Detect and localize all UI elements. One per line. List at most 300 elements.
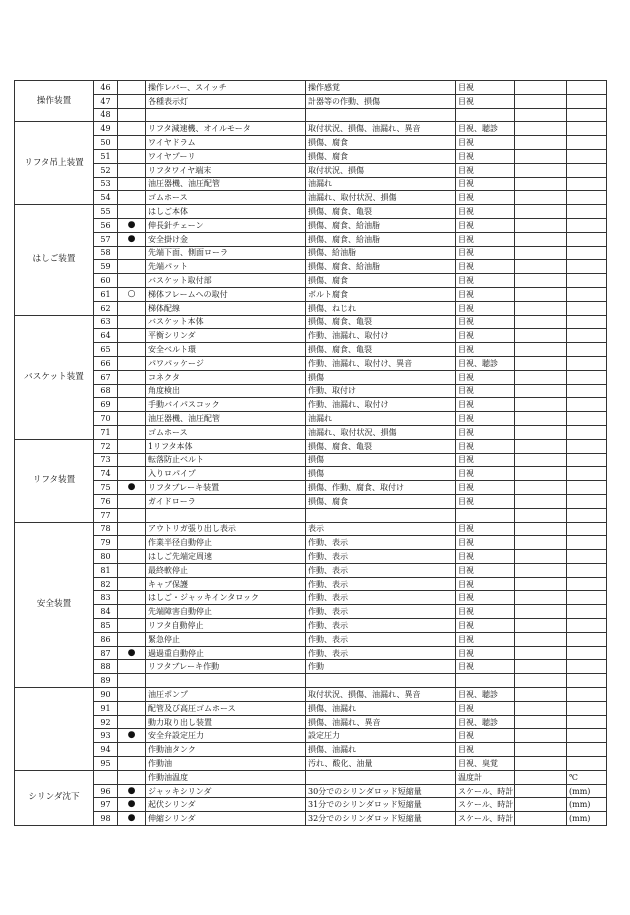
inspection-point-cell: 操作感覚 [306, 81, 456, 95]
mark-cell [118, 136, 146, 150]
table-row [15, 770, 607, 784]
table-row [15, 439, 607, 453]
mark-cell [118, 177, 146, 191]
unit-cell [567, 177, 607, 191]
inspection-point-cell: 損傷、作動、腐食、取付け [306, 481, 456, 495]
group-label-cell: シリンダ沈下 [15, 770, 94, 825]
mark-cell: ● [118, 646, 146, 660]
unit-cell: (mm) [567, 784, 607, 798]
inspection-item-cell: ゴムホース [146, 191, 306, 205]
inspection-table [14, 80, 607, 826]
result-cell [515, 798, 567, 812]
unit-cell [567, 605, 607, 619]
table-row [15, 467, 607, 481]
table-row [15, 453, 607, 467]
inspection-method-cell: 目視 [456, 315, 515, 329]
item-number-cell: 93 [94, 729, 118, 743]
result-cell [515, 232, 567, 246]
inspection-method-cell: 目視 [456, 301, 515, 315]
table-row [15, 370, 607, 384]
inspection-method-cell: 目視 [456, 619, 515, 633]
mark-cell [118, 619, 146, 633]
item-number-cell: 77 [94, 508, 118, 522]
table-row [15, 757, 607, 771]
inspection-point-cell: 表示 [306, 522, 456, 536]
table-row [15, 619, 607, 633]
inspection-point-cell: 損傷、腐食、亀裂 [306, 205, 456, 219]
inspection-method-cell: 目視 [456, 81, 515, 95]
item-number-cell: 66 [94, 356, 118, 370]
inspection-method-cell: 目視 [456, 577, 515, 591]
inspection-table-container [14, 80, 606, 826]
result-cell [515, 577, 567, 591]
unit-cell [567, 550, 607, 564]
item-number-cell: 52 [94, 163, 118, 177]
item-number-cell: 90 [94, 688, 118, 702]
inspection-item-cell: リフタ自動停止 [146, 619, 306, 633]
item-number-cell: 50 [94, 136, 118, 150]
unit-cell [567, 274, 607, 288]
unit-cell [567, 494, 607, 508]
item-number-cell: 97 [94, 798, 118, 812]
group-label-cell: バスケット装置 [15, 315, 94, 439]
item-number-cell: 89 [94, 674, 118, 688]
result-cell [515, 81, 567, 95]
table-row [15, 798, 607, 812]
inspection-item-cell [146, 674, 306, 688]
mark-cell [118, 508, 146, 522]
mark-cell [118, 439, 146, 453]
inspection-point-cell: 損傷、腐食、亀裂 [306, 315, 456, 329]
unit-cell [567, 646, 607, 660]
inspection-point-cell [306, 674, 456, 688]
inspection-method-cell: 目視 [456, 94, 515, 108]
mark-cell [118, 356, 146, 370]
inspection-point-cell: 損傷、ねじれ [306, 301, 456, 315]
unit-cell [567, 701, 607, 715]
inspection-item-cell: 転落防止ベルト [146, 453, 306, 467]
item-number-cell: 76 [94, 494, 118, 508]
unit-cell [567, 343, 607, 357]
item-number-cell [94, 770, 118, 784]
inspection-point-cell: 損傷 [306, 453, 456, 467]
table-row [15, 108, 607, 122]
unit-cell [567, 467, 607, 481]
mark-cell [118, 660, 146, 674]
table-row [15, 674, 607, 688]
inspection-method-cell: 目視 [456, 591, 515, 605]
mark-cell [118, 149, 146, 163]
item-number-cell: 95 [94, 757, 118, 771]
mark-cell: ○ [118, 287, 146, 301]
inspection-point-cell: 損傷、腐食、亀裂 [306, 343, 456, 357]
mark-cell [118, 494, 146, 508]
table-row [15, 784, 607, 798]
table-row [15, 743, 607, 757]
table-row [15, 246, 607, 260]
inspection-method-cell: 目視 [456, 274, 515, 288]
inspection-point-cell: 油漏れ、取付状況、損傷 [306, 191, 456, 205]
item-number-cell: 98 [94, 812, 118, 826]
mark-cell [118, 384, 146, 398]
item-number-cell: 86 [94, 632, 118, 646]
unit-cell [567, 674, 607, 688]
result-cell [515, 770, 567, 784]
mark-cell: ● [118, 812, 146, 826]
result-cell [515, 453, 567, 467]
inspection-item-cell: キャブ保護 [146, 577, 306, 591]
item-number-cell: 73 [94, 453, 118, 467]
result-cell [515, 522, 567, 536]
inspection-method-cell: 目視 [456, 494, 515, 508]
inspection-point-cell: 作動、表示 [306, 632, 456, 646]
inspection-method-cell: 目視 [456, 191, 515, 205]
result-cell [515, 508, 567, 522]
mark-cell [118, 701, 146, 715]
table-row [15, 425, 607, 439]
inspection-method-cell: 目視 [456, 701, 515, 715]
inspection-point-cell: 損傷、腐食、給油脂 [306, 232, 456, 246]
inspection-point-cell: 損傷、腐食、亀裂 [306, 439, 456, 453]
result-cell [515, 550, 567, 564]
table-row [15, 591, 607, 605]
inspection-method-cell: 目視 [456, 163, 515, 177]
inspection-point-cell: 油漏れ [306, 177, 456, 191]
inspection-point-cell: 損傷、油漏れ [306, 701, 456, 715]
unit-cell [567, 577, 607, 591]
unit-cell [567, 287, 607, 301]
table-row [15, 481, 607, 495]
unit-cell [567, 729, 607, 743]
table-row [15, 205, 607, 219]
mark-cell [118, 453, 146, 467]
table-row [15, 701, 607, 715]
table-row [15, 136, 607, 150]
item-number-cell: 68 [94, 384, 118, 398]
inspection-item-cell: 伸縮シリンダ [146, 812, 306, 826]
item-number-cell: 71 [94, 425, 118, 439]
result-cell [515, 757, 567, 771]
inspection-point-cell: 損傷、腐食 [306, 494, 456, 508]
table-row [15, 287, 607, 301]
mark-cell [118, 191, 146, 205]
inspection-method-cell: スケール、時計 [456, 784, 515, 798]
inspection-item-cell: リフタブレーキ作動 [146, 660, 306, 674]
inspection-item-cell: アウトリガ張り出し表示 [146, 522, 306, 536]
inspection-item-cell: リフタブレーキ装置 [146, 481, 306, 495]
result-cell [515, 536, 567, 550]
inspection-point-cell: 取付状況、損傷 [306, 163, 456, 177]
item-number-cell: 55 [94, 205, 118, 219]
result-cell [515, 743, 567, 757]
inspection-method-cell: 目視 [456, 205, 515, 219]
inspection-point-cell: 損傷、腐食 [306, 274, 456, 288]
table-row [15, 508, 607, 522]
unit-cell [567, 715, 607, 729]
inspection-item-cell: ワイヤドラム [146, 136, 306, 150]
unit-cell [567, 329, 607, 343]
inspection-point-cell: 31分でのシリンダロッド短縮量 [306, 798, 456, 812]
item-number-cell: 58 [94, 246, 118, 260]
inspection-method-cell: 目視、聴診 [456, 715, 515, 729]
inspection-point-cell: 損傷 [306, 370, 456, 384]
inspection-item-cell: 最終軟停止 [146, 563, 306, 577]
unit-cell [567, 205, 607, 219]
mark-cell [118, 329, 146, 343]
result-cell [515, 287, 567, 301]
table-row [15, 329, 607, 343]
mark-cell [118, 467, 146, 481]
unit-cell [567, 508, 607, 522]
inspection-method-cell: 目視 [456, 370, 515, 384]
inspection-method-cell: 目視 [456, 536, 515, 550]
inspection-method-cell [456, 674, 515, 688]
mark-cell [118, 674, 146, 688]
mark-cell [118, 412, 146, 426]
inspection-method-cell: 目視 [456, 743, 515, 757]
inspection-point-cell [306, 108, 456, 122]
table-row [15, 218, 607, 232]
result-cell [515, 619, 567, 633]
table-row [15, 81, 607, 95]
unit-cell [567, 149, 607, 163]
inspection-item-cell: 伸長針チェーン [146, 218, 306, 232]
table-row [15, 398, 607, 412]
inspection-method-cell: 目視 [456, 646, 515, 660]
inspection-point-cell: 損傷、油漏れ [306, 743, 456, 757]
result-cell [515, 315, 567, 329]
inspection-point-cell: 設定圧力 [306, 729, 456, 743]
item-number-cell: 49 [94, 122, 118, 136]
table-row [15, 163, 607, 177]
table-row [15, 550, 607, 564]
unit-cell [567, 301, 607, 315]
inspection-point-cell: 作動、表示 [306, 563, 456, 577]
result-cell [515, 646, 567, 660]
inspection-item-cell: 過過重自動停止 [146, 646, 306, 660]
unit-cell [567, 439, 607, 453]
mark-cell [118, 205, 146, 219]
inspection-point-cell: 損傷、腐食 [306, 136, 456, 150]
inspection-item-cell: 梯体配線 [146, 301, 306, 315]
mark-cell [118, 122, 146, 136]
inspection-point-cell: 30分でのシリンダロッド短縮量 [306, 784, 456, 798]
inspection-point-cell: 作動、油漏れ、取付け、異音 [306, 356, 456, 370]
result-cell [515, 688, 567, 702]
inspection-point-cell [306, 508, 456, 522]
inspection-item-cell: 先端パット [146, 260, 306, 274]
inspection-method-cell: 目視 [456, 343, 515, 357]
inspection-point-cell: 油漏れ [306, 412, 456, 426]
unit-cell [567, 743, 607, 757]
result-cell [515, 177, 567, 191]
inspection-item-cell: 油圧器機、油圧配管 [146, 412, 306, 426]
mark-cell [118, 108, 146, 122]
inspection-point-cell: 作動、表示 [306, 619, 456, 633]
inspection-method-cell: 目視 [456, 412, 515, 426]
inspection-item-cell: ワイヤプーリ [146, 149, 306, 163]
inspection-method-cell: 目視 [456, 149, 515, 163]
item-number-cell: 80 [94, 550, 118, 564]
inspection-point-cell: 損傷、給油脂 [306, 246, 456, 260]
inspection-item-cell [146, 508, 306, 522]
result-cell [515, 246, 567, 260]
unit-cell [567, 218, 607, 232]
mark-cell [118, 163, 146, 177]
inspection-item-cell: 作業半径自動停止 [146, 536, 306, 550]
result-cell [515, 439, 567, 453]
inspection-item-cell: 角度検出 [146, 384, 306, 398]
result-cell [515, 425, 567, 439]
inspection-method-cell: 目視 [456, 218, 515, 232]
table-row [15, 356, 607, 370]
table-row [15, 536, 607, 550]
inspection-method-cell: 目視 [456, 453, 515, 467]
mark-cell [118, 563, 146, 577]
inspection-item-cell: 作動油 [146, 757, 306, 771]
table-row [15, 122, 607, 136]
group-label-cell: リフタ装置 [15, 439, 94, 522]
inspection-point-cell: 作動、表示 [306, 577, 456, 591]
inspection-item-cell: 起伏シリンダ [146, 798, 306, 812]
table-row [15, 577, 607, 591]
item-number-cell: 47 [94, 94, 118, 108]
table-row [15, 384, 607, 398]
item-number-cell: 92 [94, 715, 118, 729]
unit-cell [567, 370, 607, 384]
item-number-cell: 59 [94, 260, 118, 274]
inspection-method-cell: 目視 [456, 632, 515, 646]
inspection-method-cell: 目視、聴診 [456, 688, 515, 702]
unit-cell [567, 136, 607, 150]
inspection-item-cell: 緊急停止 [146, 632, 306, 646]
item-number-cell: 91 [94, 701, 118, 715]
unit-cell [567, 412, 607, 426]
mark-cell: ● [118, 784, 146, 798]
item-number-cell: 53 [94, 177, 118, 191]
table-row [15, 715, 607, 729]
inspection-item-cell: はしご・ジャッキインタロック [146, 591, 306, 605]
inspection-item-cell: 作動油タンク [146, 743, 306, 757]
inspection-method-cell: 目視 [456, 232, 515, 246]
item-number-cell: 83 [94, 591, 118, 605]
inspection-item-cell: はしご本体 [146, 205, 306, 219]
inspection-point-cell [306, 770, 456, 784]
inspection-method-cell: 目視 [456, 481, 515, 495]
mark-cell [118, 301, 146, 315]
item-number-cell: 94 [94, 743, 118, 757]
unit-cell [567, 108, 607, 122]
result-cell [515, 370, 567, 384]
table-row [15, 260, 607, 274]
item-number-cell: 75 [94, 481, 118, 495]
result-cell [515, 398, 567, 412]
unit-cell [567, 191, 607, 205]
unit-cell: (mm) [567, 798, 607, 812]
inspection-method-cell: 目視、聴診 [456, 356, 515, 370]
item-number-cell: 60 [94, 274, 118, 288]
result-cell [515, 163, 567, 177]
inspection-item-cell: 安全掛け金 [146, 232, 306, 246]
mark-cell [118, 370, 146, 384]
table-row [15, 191, 607, 205]
mark-cell: ● [118, 218, 146, 232]
group-label-cell: 安全装置 [15, 522, 94, 688]
unit-cell [567, 232, 607, 246]
group-label-cell: リフタ吊上装置 [15, 122, 94, 205]
inspection-method-cell: 目視 [456, 563, 515, 577]
result-cell [515, 384, 567, 398]
result-cell [515, 467, 567, 481]
unit-cell [567, 522, 607, 536]
mark-cell: ● [118, 798, 146, 812]
mark-cell [118, 343, 146, 357]
inspection-method-cell: 目視 [456, 439, 515, 453]
mark-cell [118, 577, 146, 591]
inspection-point-cell: 作動、表示 [306, 605, 456, 619]
item-number-cell: 67 [94, 370, 118, 384]
inspection-item-cell: 油圧器機、油圧配管 [146, 177, 306, 191]
item-number-cell: 48 [94, 108, 118, 122]
item-number-cell: 84 [94, 605, 118, 619]
result-cell [515, 343, 567, 357]
inspection-method-cell: 目視 [456, 287, 515, 301]
item-number-cell: 82 [94, 577, 118, 591]
unit-cell [567, 163, 607, 177]
mark-cell [118, 632, 146, 646]
inspection-item-cell: ガイドローラ [146, 494, 306, 508]
inspection-method-cell [456, 508, 515, 522]
inspection-method-cell: スケール、時計 [456, 812, 515, 826]
item-number-cell: 61 [94, 287, 118, 301]
mark-cell [118, 315, 146, 329]
item-number-cell: 46 [94, 81, 118, 95]
inspection-method-cell: 目視、臭覚 [456, 757, 515, 771]
unit-cell [567, 536, 607, 550]
table-row [15, 232, 607, 246]
item-number-cell: 64 [94, 329, 118, 343]
item-number-cell: 88 [94, 660, 118, 674]
mark-cell [118, 743, 146, 757]
table-row [15, 605, 607, 619]
table-row [15, 522, 607, 536]
table-row [15, 729, 607, 743]
item-number-cell: 57 [94, 232, 118, 246]
inspection-method-cell: 目視、聴診 [456, 122, 515, 136]
inspection-item-cell: 先端下面、側面ローラ [146, 246, 306, 260]
result-cell [515, 563, 567, 577]
inspection-point-cell: 損傷、腐食 [306, 149, 456, 163]
mark-cell: ● [118, 729, 146, 743]
result-cell [515, 274, 567, 288]
unit-cell [567, 356, 607, 370]
result-cell [515, 260, 567, 274]
unit-cell [567, 619, 607, 633]
unit-cell [567, 246, 607, 260]
inspection-item-cell: 先端障害自動停止 [146, 605, 306, 619]
result-cell [515, 591, 567, 605]
item-number-cell: 72 [94, 439, 118, 453]
inspection-item-cell: ジャッキシリンダ [146, 784, 306, 798]
unit-cell [567, 81, 607, 95]
mark-cell [118, 605, 146, 619]
mark-cell [118, 81, 146, 95]
item-number-cell: 74 [94, 467, 118, 481]
group-label-cell: はしご装置 [15, 205, 94, 315]
item-number-cell: 87 [94, 646, 118, 660]
inspection-item-cell [146, 108, 306, 122]
item-number-cell: 81 [94, 563, 118, 577]
